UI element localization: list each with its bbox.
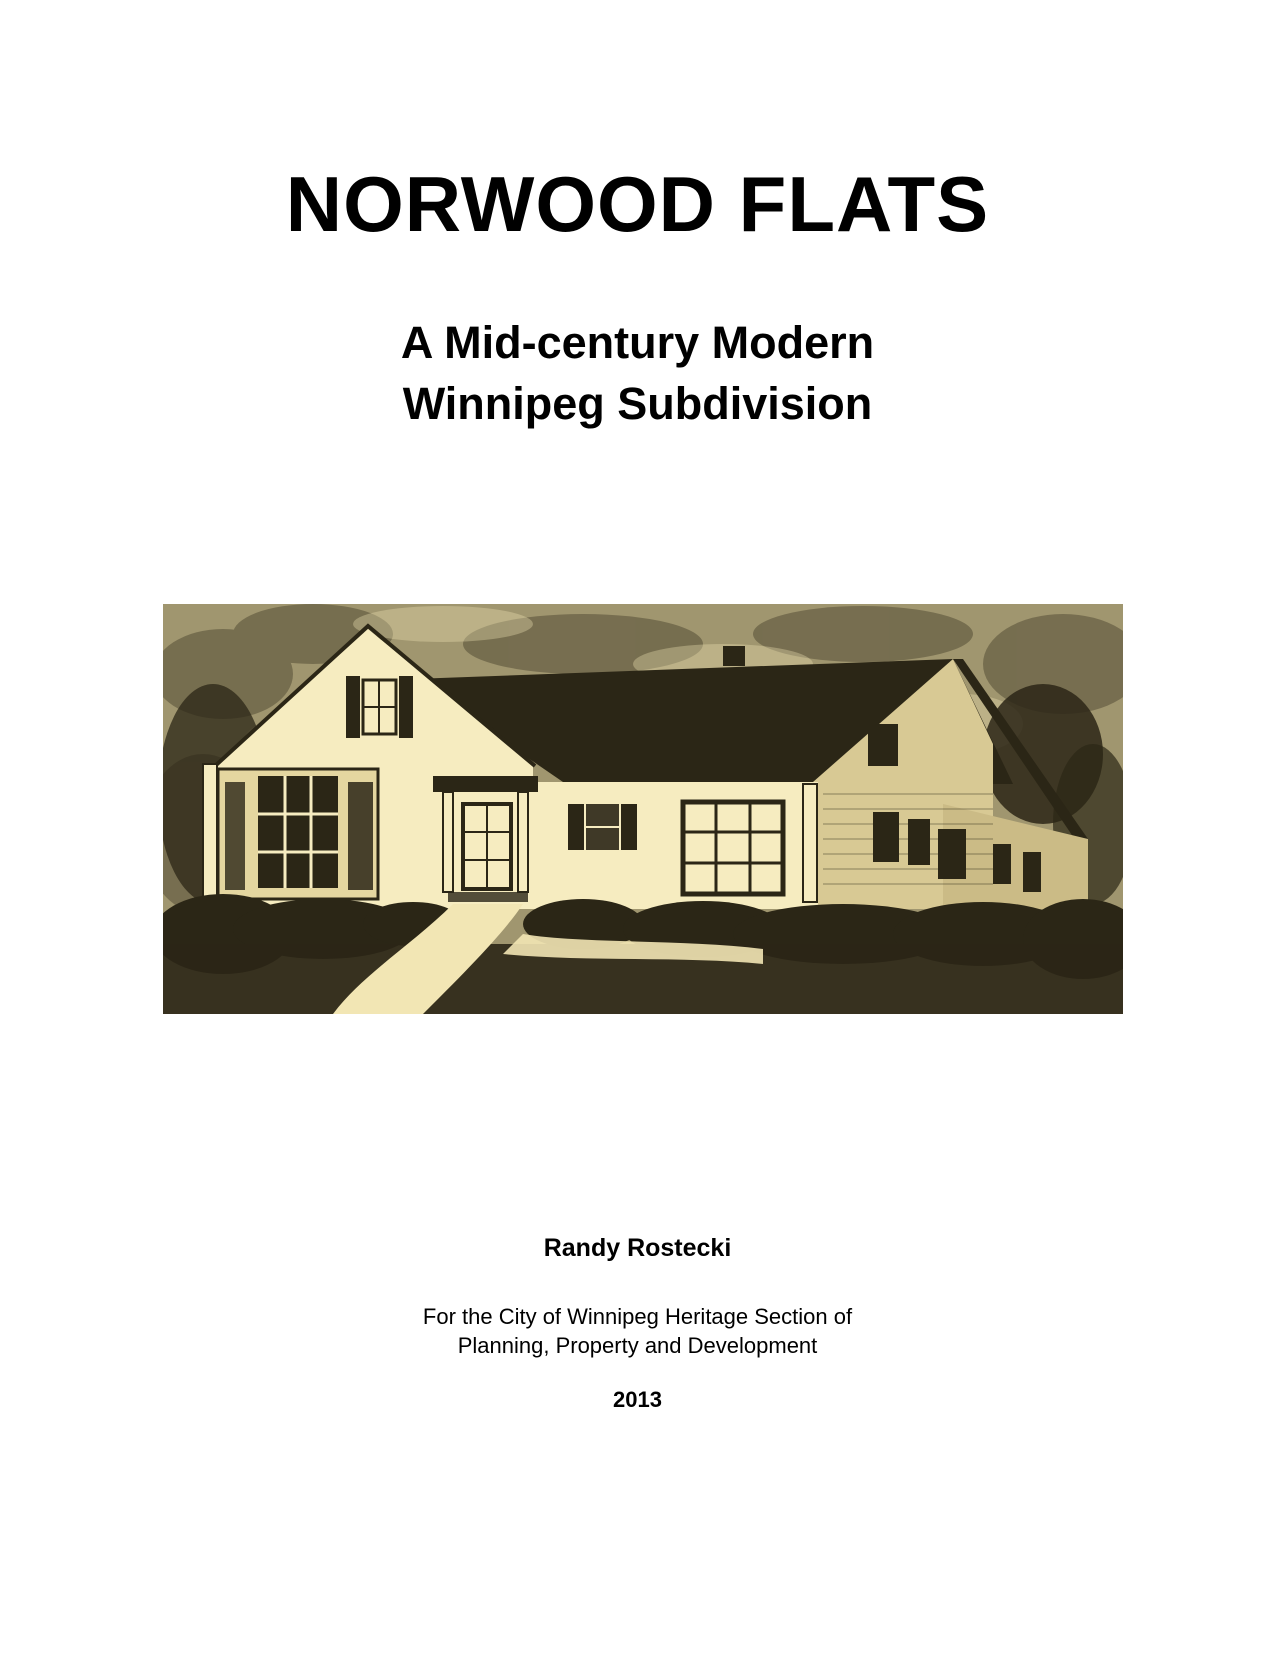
document-title: NORWOOD FLATS	[285, 160, 990, 248]
affiliation-line-1: For the City of Winnipeg Heritage Section of	[422, 1304, 853, 1329]
affiliation-line-2: Planning, Property and Development	[457, 1333, 818, 1358]
house-illustration	[163, 604, 1123, 1014]
author-name: Randy Rostecki	[543, 1234, 732, 1262]
document-subtitle	[0, 312, 1275, 434]
subtitle-line-1: A Mid-century Modern	[400, 317, 875, 368]
affiliation	[0, 1302, 1275, 1360]
subtitle-line-2: Winnipeg Subdivision	[402, 378, 873, 429]
publication-year: 2013	[613, 1387, 662, 1412]
